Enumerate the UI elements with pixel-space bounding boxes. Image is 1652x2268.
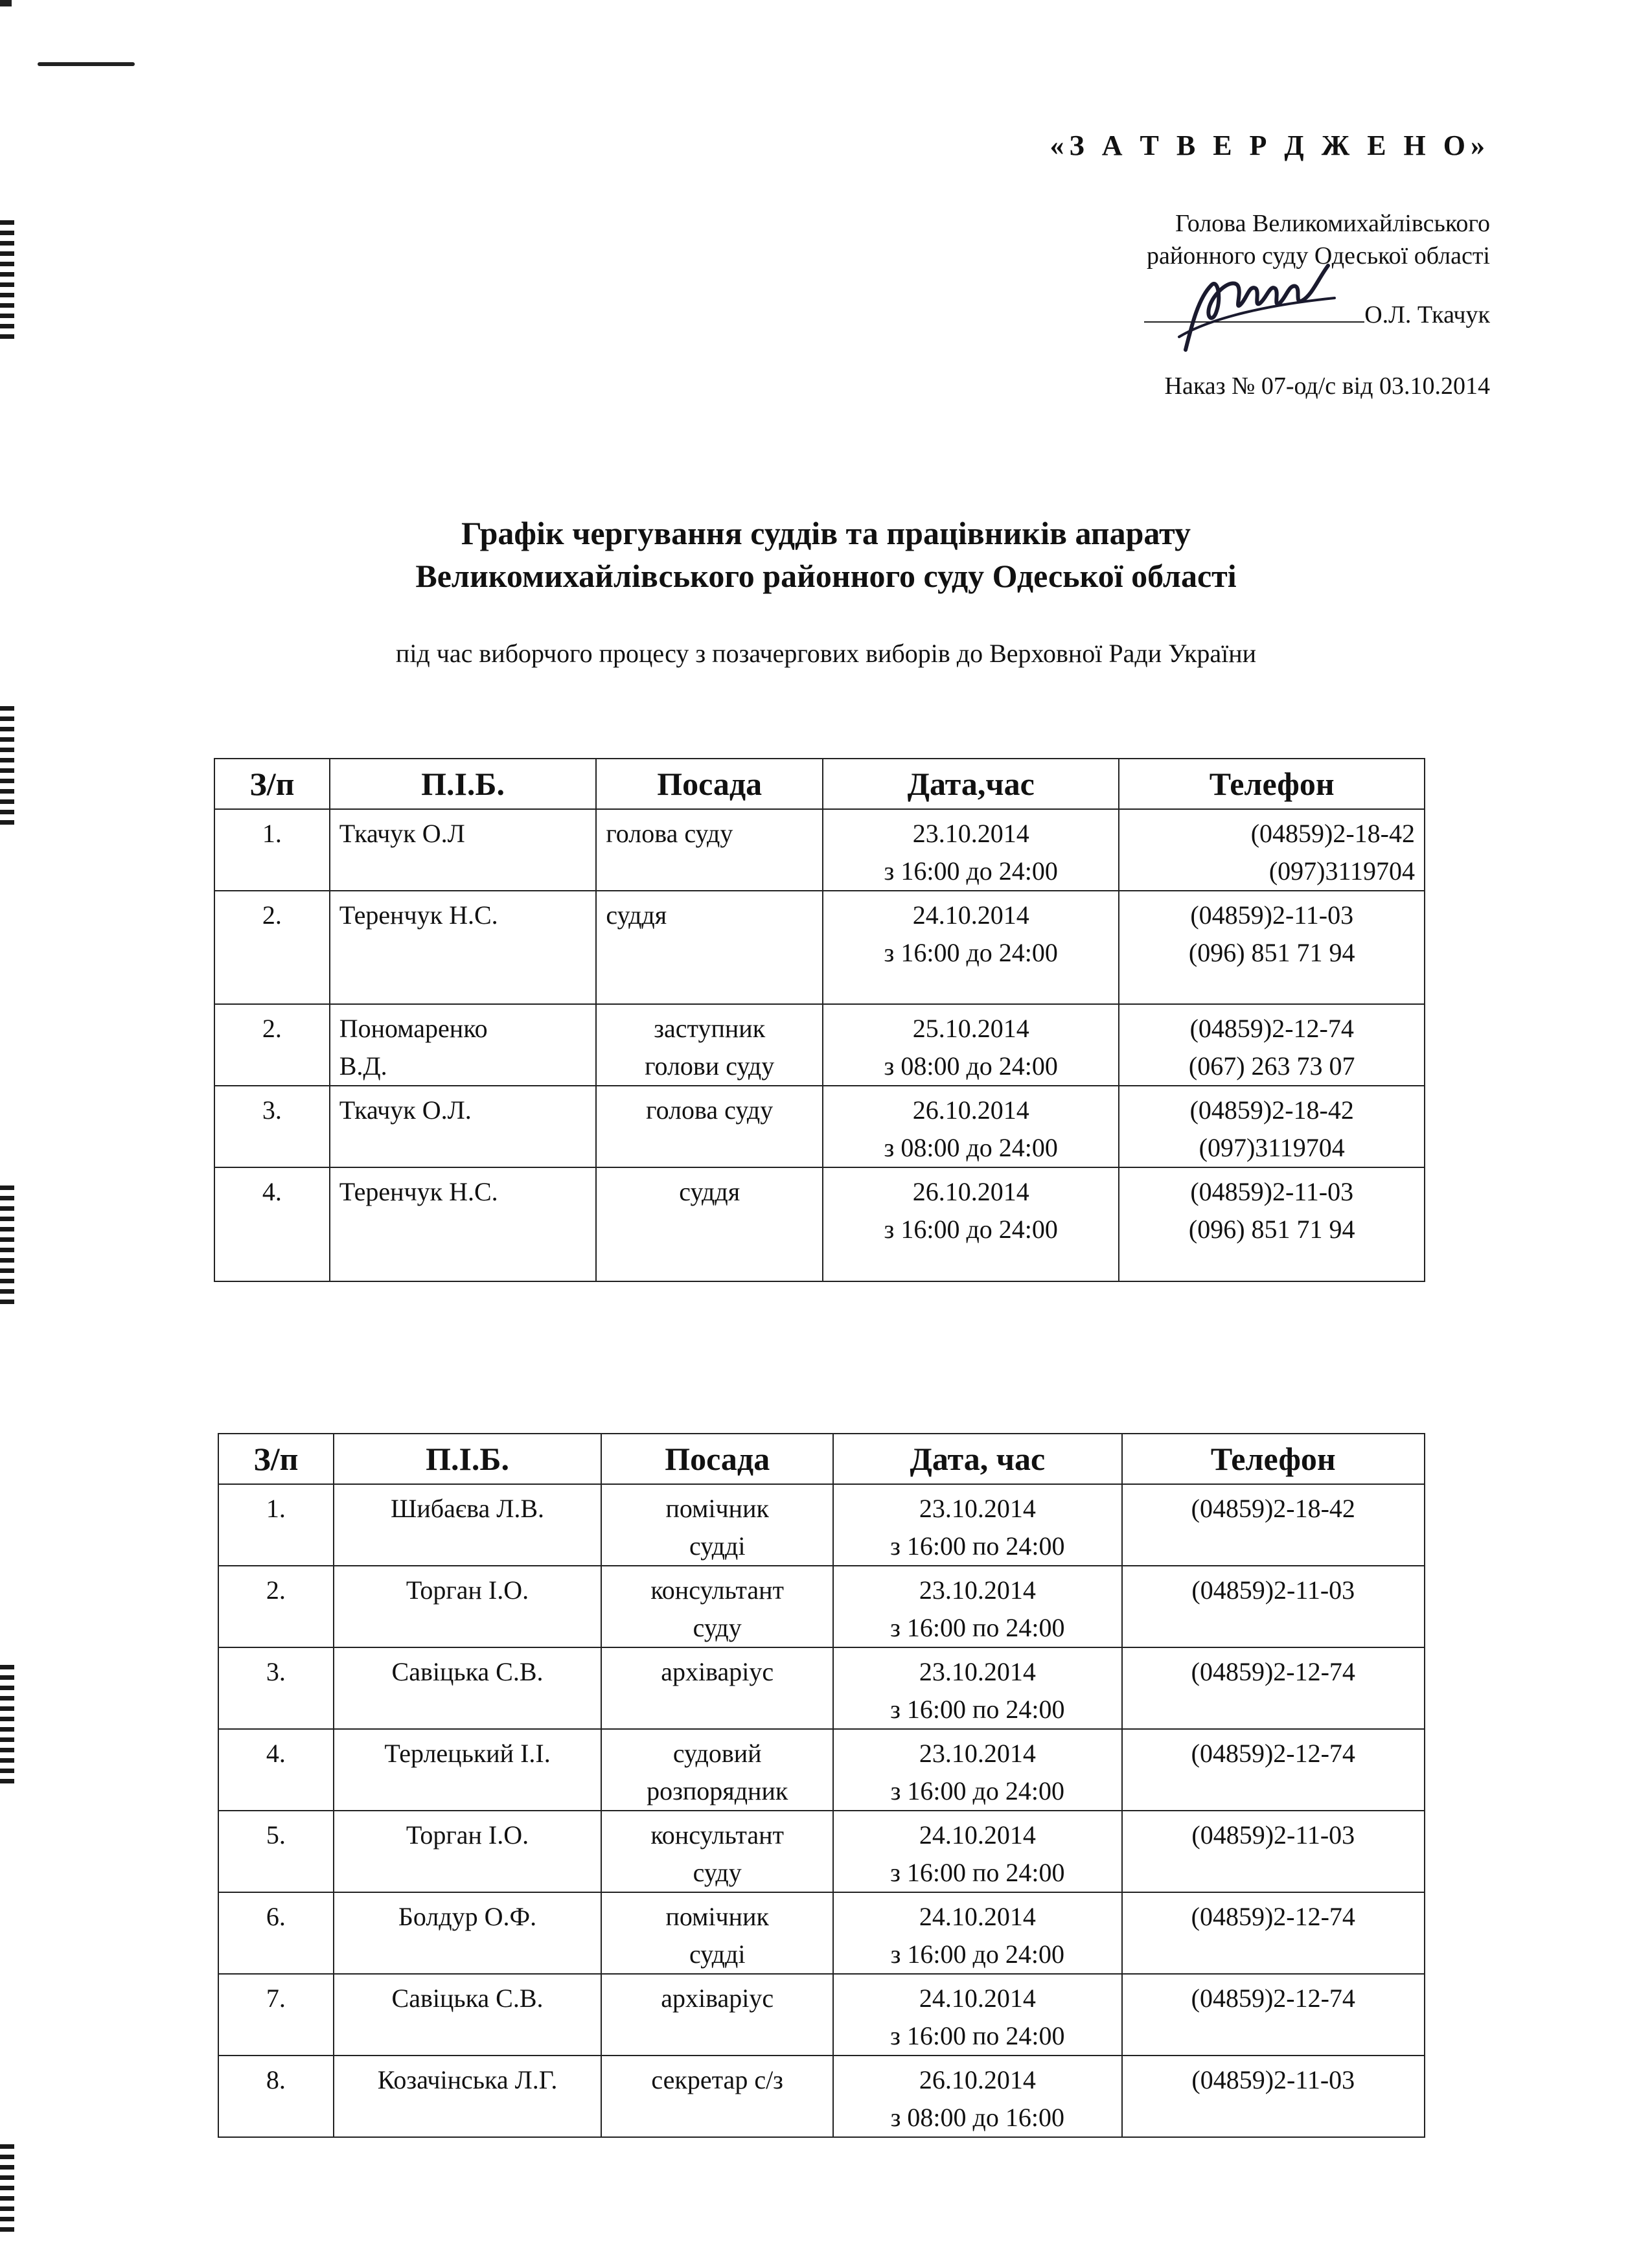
row-number: 4.: [218, 1729, 334, 1811]
header-name: П.І.Б.: [330, 759, 597, 809]
person-name: Ткачук О.Л.: [330, 1086, 597, 1167]
table-row: [218, 2056, 1425, 2137]
row-number: 1.: [218, 1484, 334, 1566]
table-row: [214, 1086, 1425, 1167]
document-title: [0, 512, 1652, 597]
table-row: [214, 1004, 1425, 1086]
phone-number: (04859)2-12-74: [1122, 1892, 1425, 1974]
row-number: 2.: [214, 1004, 330, 1086]
approver-name: О.Л. Ткачук: [1364, 301, 1490, 328]
person-name: Терлецький І.І.: [334, 1729, 602, 1811]
person-name: Пономаренко В.Д.: [330, 1004, 597, 1086]
person-name: Савіцька С.В.: [334, 1974, 602, 2056]
approval-stamp: «З А Т В Е Р Д Ж Е Н О»: [1050, 130, 1490, 161]
table-row: [218, 1566, 1425, 1647]
person-position: архіваріус: [601, 1647, 833, 1729]
table-row: [214, 1167, 1425, 1281]
person-name: Козачінська Л.Г.: [334, 2056, 602, 2137]
person-position: судовий розпорядник: [601, 1729, 833, 1811]
person-position: суддя: [596, 891, 823, 1004]
row-number: 5.: [218, 1811, 334, 1892]
person-position: голова суду: [596, 1086, 823, 1167]
person-name: Ткачук О.Л: [330, 809, 597, 891]
person-position: консультант суду: [601, 1811, 833, 1892]
header-position: Посада: [601, 1434, 833, 1484]
duty-datetime: 23.10.2014 з 16:00 до 24:00: [823, 809, 1119, 891]
judges-duty-table: [214, 758, 1425, 1282]
phone-number: (04859)2-12-74: [1122, 1729, 1425, 1811]
approver-position-line1: Голова Великомихайлівського: [1175, 210, 1490, 237]
table-row: [218, 1729, 1425, 1811]
phone-number: (04859)2-11-03: [1122, 1566, 1425, 1647]
punch-hole-edge: [0, 1186, 14, 1310]
duty-datetime: 23.10.2014 з 16:00 по 24:00: [833, 1647, 1121, 1729]
phone-number: (04859)2-18-42: [1122, 1484, 1425, 1566]
person-position: голова суду: [596, 809, 823, 891]
row-number: 6.: [218, 1892, 334, 1974]
row-number: 3.: [218, 1647, 334, 1729]
handwritten-signature: [1173, 259, 1341, 356]
person-position: заступник голови суду: [596, 1004, 823, 1086]
phone-numbers: (04859)2-11-03 (096) 851 71 94: [1119, 1167, 1425, 1281]
scan-artifact: [38, 62, 135, 66]
table-row: [218, 1811, 1425, 1892]
phone-numbers: (04859)2-12-74 (067) 263 73 07: [1119, 1004, 1425, 1086]
row-number: 3.: [214, 1086, 330, 1167]
duty-datetime: 24.10.2014 з 16:00 до 24:00: [833, 1892, 1121, 1974]
header-number: З/п: [218, 1434, 334, 1484]
person-position: суддя: [596, 1167, 823, 1281]
header-name: П.І.Б.: [334, 1434, 602, 1484]
row-number: 4.: [214, 1167, 330, 1281]
punch-hole-edge: [0, 706, 14, 830]
title-line2: Великомихайлівського районного суду Одеської області: [415, 558, 1237, 594]
table-row: [214, 891, 1425, 1004]
header-position: Посада: [596, 759, 823, 809]
table-row: [218, 1647, 1425, 1729]
phone-number: (04859)2-12-74: [1122, 1974, 1425, 2056]
punch-hole-edge: [0, 220, 14, 345]
header-number: З/п: [214, 759, 330, 809]
title-line1: Графік чергування суддів та працівників апарату: [461, 515, 1191, 551]
person-position: секретар с/з: [601, 2056, 833, 2137]
table-row: [214, 809, 1425, 891]
row-number: 7.: [218, 1974, 334, 2056]
person-position: помічник судді: [601, 1484, 833, 1566]
person-name: Теренчук Н.С.: [330, 1167, 597, 1281]
duty-datetime: 24.10.2014 з 16:00 до 24:00: [823, 891, 1119, 1004]
duty-datetime: 23.10.2014 з 16:00 по 24:00: [833, 1566, 1121, 1647]
approval-block: [907, 130, 1490, 402]
scan-artifact: [0, 0, 12, 6]
punch-hole-edge: [0, 1665, 14, 1789]
duty-datetime: 26.10.2014 з 16:00 до 24:00: [823, 1167, 1119, 1281]
order-reference: Наказ № 07-од/с від 03.10.2014: [1164, 372, 1490, 400]
duty-datetime: 24.10.2014 з 16:00 по 24:00: [833, 1974, 1121, 2056]
table-header-row: [214, 759, 1425, 809]
table-row: [218, 1484, 1425, 1566]
person-name: Болдур О.Ф.: [334, 1892, 602, 1974]
duty-datetime: 23.10.2014 з 16:00 до 24:00: [833, 1729, 1121, 1811]
person-position: помічник судді: [601, 1892, 833, 1974]
table-header-row: [218, 1434, 1425, 1484]
person-position: архіваріус: [601, 1974, 833, 2056]
person-name: Шибаєва Л.В.: [334, 1484, 602, 1566]
duty-datetime: 26.10.2014 з 08:00 до 16:00: [833, 2056, 1121, 2137]
person-name: Торган І.О.: [334, 1811, 602, 1892]
signature-row: [907, 298, 1490, 331]
row-number: 8.: [218, 2056, 334, 2137]
person-name: Савіцька С.В.: [334, 1647, 602, 1729]
person-name: Торган І.О.: [334, 1566, 602, 1647]
duty-datetime: 26.10.2014 з 08:00 до 24:00: [823, 1086, 1119, 1167]
punch-hole-edge: [0, 2144, 14, 2238]
header-datetime: Дата,час: [823, 759, 1119, 809]
phone-number: (04859)2-11-03: [1122, 1811, 1425, 1892]
phone-numbers: (04859)2-11-03 (096) 851 71 94: [1119, 891, 1425, 1004]
staff-duty-table: [218, 1433, 1425, 2138]
phone-numbers: (04859)2-18-42 (097)3119704: [1119, 1086, 1425, 1167]
row-number: 2.: [214, 891, 330, 1004]
person-name: Теренчук Н.С.: [330, 891, 597, 1004]
phone-number: (04859)2-11-03: [1122, 2056, 1425, 2137]
duty-datetime: 23.10.2014 з 16:00 по 24:00: [833, 1484, 1121, 1566]
duty-datetime: 24.10.2014 з 16:00 по 24:00: [833, 1811, 1121, 1892]
person-position: консультант суду: [601, 1566, 833, 1647]
document-subtitle: під час виборчого процесу з позачергових виборів до Верховної Ради України: [395, 639, 1257, 668]
row-number: 2.: [218, 1566, 334, 1647]
phone-number: (04859)2-12-74: [1122, 1647, 1425, 1729]
header-phone: Телефон: [1119, 759, 1425, 809]
table-row: [218, 1974, 1425, 2056]
duty-datetime: 25.10.2014 з 08:00 до 24:00: [823, 1004, 1119, 1086]
header-datetime: Дата, час: [833, 1434, 1121, 1484]
phone-numbers: (04859)2-18-42 (097)3119704: [1119, 809, 1425, 891]
row-number: 1.: [214, 809, 330, 891]
header-phone: Телефон: [1122, 1434, 1425, 1484]
approver-position-line2: районного суду Одеської області: [1147, 242, 1490, 269]
table-row: [218, 1892, 1425, 1974]
